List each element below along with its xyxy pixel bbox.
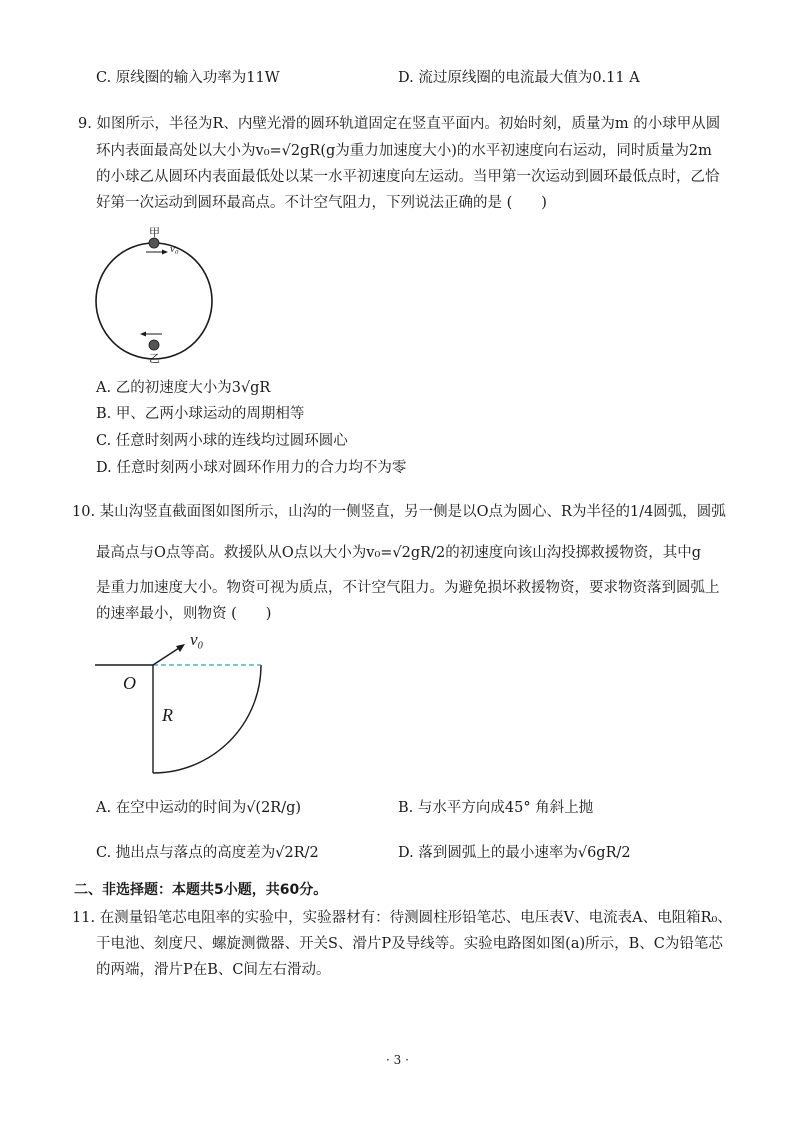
page-number: · 3 · [386,1053,409,1067]
q8-option-d: D. 流过原线圈的电流最大值为0.11 A [398,70,640,86]
q9-label-v0: v₀ [170,243,179,255]
ball-yi [149,340,159,350]
q10-stem-line-1: 10. 某山沟竖直截面图如图所示，山沟的一侧竖直，另一侧是以O点为圆心、R为半径的1/4圆弧，圆弧 [72,504,726,520]
q10-ravine-figure [95,628,275,778]
q10-option-c: C. 抛出点与落点的高度差为√2R/2 [96,845,319,861]
q9-stem-line-4: 好第一次运动到圆环最高点。不计空气阻力，下列说法正确的是 ( ) [96,195,547,211]
q9-label-jia: 甲 [149,226,160,239]
q9-option-a: A. 乙的初速度大小为3√gR [96,380,271,396]
q10-option-d: D. 落到圆弧上的最小速率为√6gR/2 [398,845,631,861]
q9-option-d: D. 任意时刻两小球对圆环作用力的合力均不为零 [96,460,407,476]
q9-circle-figure [90,222,230,367]
q10-stem-line-3: 是重力加速度大小。物资可视为质点，不计空气阻力。为避免损坏救援物资，要求物资落到圆弧上 [96,580,720,596]
q9-option-c: C. 任意时刻两小球的连线均过圆环圆心 [96,433,348,449]
q9-label-yi: 乙 [149,352,160,365]
q9-option-b: B. 甲、乙两小球运动的周期相等 [96,406,305,422]
q10-label-v0: v₀ [190,630,204,649]
q9-stem-line-1: 9. 如图所示，半径为R、内壁光滑的圆环轨道固定在竖直平面内。初始时刻，质量为m 的小球甲从圆 [78,116,721,132]
q10-stem-line-2: 最高点与O点等高。救援队从O点以大小为v₀=√2gR/2的初速度向该山沟投掷救援物资，其中g [96,545,701,561]
q10-option-b: B. 与水平方向成45° 角斜上抛 [398,800,594,816]
q11-stem-line-1: 11. 在测量铅笔芯电阻率的实验中，实验器材有：待测圆柱形铅笔芯、电压表V、电流表A、电阻箱R₀、 [72,910,732,926]
q11-stem-line-2: 干电池、刻度尺、螺旋测微器、开关S、滑片P及导线等。实验电路图如图(a)所示，B、C为铅笔芯 [96,936,723,952]
q11-stem-line-3: 的两端，滑片P在B、C间左右滑动。 [96,962,331,978]
q9-stem-line-2: 环内表面最高处以大小为v₀=√2gR(g为重力加速度大小)的水平初速度向右运动，同时质量为2m [96,143,712,159]
q9-stem-line-3: 的小球乙从圆环内表面最低处以某一水平初速度向左运动。当甲第一次运动到圆环最低点时，乙恰 [96,169,720,185]
q10-option-a: A. 在空中运动的时间为√(2R/g) [96,800,302,816]
q10-stem-line-4: 的速率最小，则物资 ( ) [96,606,272,622]
q10-label-o: O [123,673,136,693]
q10-label-r: R [162,705,173,725]
section-heading: 二、非选择题：本题共5小题，共60分。 [74,882,328,898]
q8-option-c: C. 原线圈的输入功率为11W [96,70,280,86]
